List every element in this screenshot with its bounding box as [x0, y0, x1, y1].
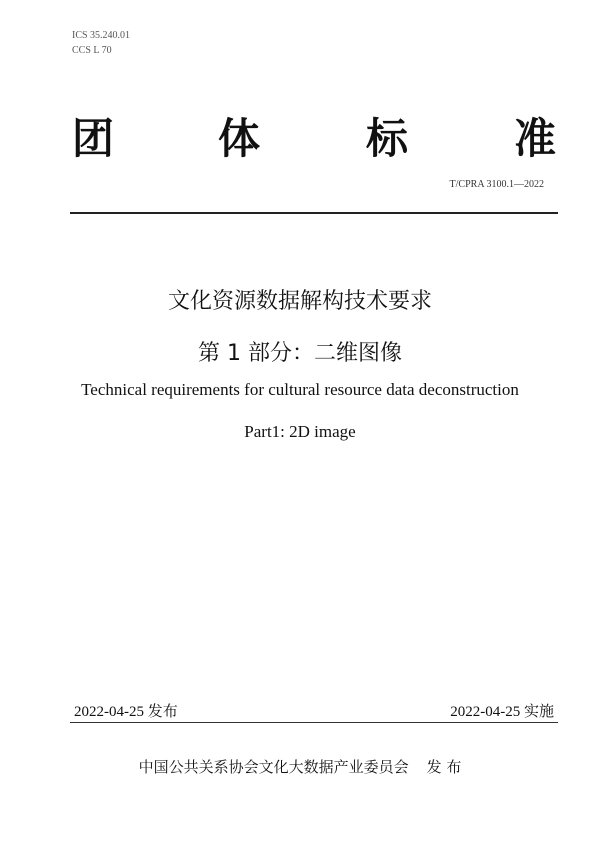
standard-type-char-1: 团: [72, 114, 115, 163]
chinese-subtitle: 第 1 部分：二维图像: [198, 341, 402, 366]
ics-code: ICS 35.240.01: [72, 30, 131, 41]
standard-type-char-3: 标: [366, 114, 409, 163]
issuer-action: 发 布: [426, 758, 462, 776]
ccs-code: CCS L 70: [72, 45, 112, 56]
chinese-title: 文化资源数据解构技术要求: [167, 289, 432, 314]
implement-date: 2022-04-25 实施: [450, 704, 554, 720]
standard-type-char-2: 体: [218, 114, 261, 163]
english-subtitle: Part1: 2D image: [244, 422, 356, 441]
footer-divider: [70, 722, 558, 723]
english-title: Technical requirements for cultural resource data deconstruction: [81, 380, 519, 399]
issuer-line: [0, 756, 600, 777]
issuer-name: 中国公共关系协会文化大数据产业委员会: [138, 758, 409, 776]
document-number: T/CPRA 3100.1—2022: [449, 179, 544, 190]
header-divider: [70, 212, 558, 214]
publish-date: 2022-04-25 发布: [74, 704, 178, 720]
standard-type-char-4: 准: [514, 114, 557, 163]
